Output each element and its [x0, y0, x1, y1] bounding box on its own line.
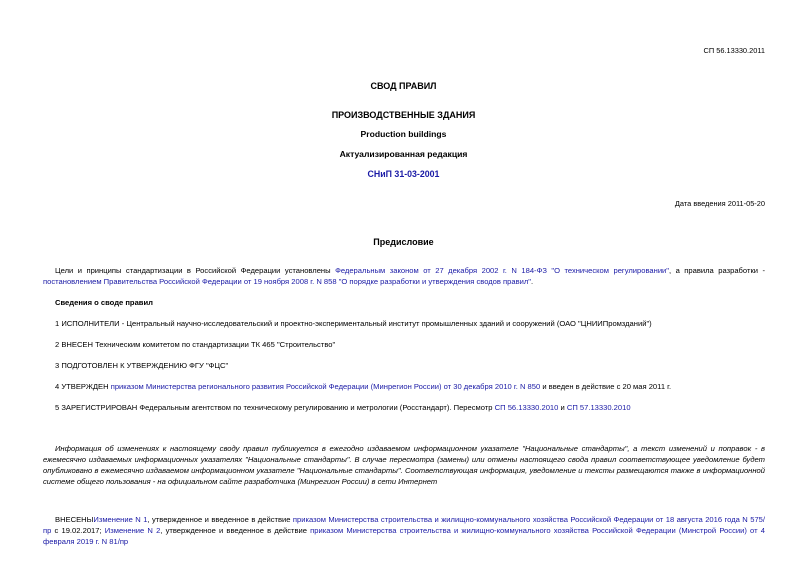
foreword-paragraph — [43, 265, 765, 287]
order-575-link[interactable]: приказом Министерства строительства и жилищно-коммунального хозяйства Российской Федерации от 18 августа 2016 года N 575/пр — [43, 515, 765, 535]
edition-label: Актуализированная редакция — [339, 149, 468, 159]
amendment-1-link[interactable]: Изменение N 1 — [93, 515, 148, 524]
item-text: и — [558, 403, 567, 412]
amendments-paragraph — [43, 514, 765, 547]
amend-text: , утвержденное и введенное в действие — [147, 515, 293, 524]
amend-text: с 19.02.2017; — [51, 526, 105, 535]
document-number: СП 56.13330.2011 — [703, 46, 765, 55]
list-item-submitted: 2 ВНЕСЕН Техническим комитетом по стандартизации ТК 465 "Строительство" — [55, 340, 336, 349]
sp-2010-link[interactable]: СП 56.13330.2010 — [494, 403, 559, 412]
list-item-registered — [55, 402, 765, 413]
order-81-link[interactable]: приказом Министерства строительства и жилищно-коммунального хозяйства Российской Федерации (Минстрой России) от 4 февраля 2019 г. N 81/пр — [43, 526, 765, 546]
government-decree-link[interactable]: постановлением Правительства Российской Федерации от 19 ноября 2008 г. N 858 "О порядке разработки и утверждения сводов правил" — [43, 277, 532, 286]
amend-text: , утвержденное и введенное в действие — [160, 526, 311, 535]
introduction-date: Дата введения 2011-05-20 — [674, 199, 765, 208]
list-item-approved — [55, 381, 765, 392]
amendment-2-link[interactable]: Изменение N 2 — [104, 526, 161, 535]
paragraph-text: Цели и принципы стандартизации в Российской Федерации установлены — [55, 266, 336, 275]
section-heading: Сведения о своде правил — [55, 298, 153, 307]
federal-law-link[interactable]: Федеральным законом от 27 декабря 2002 г. N 184-ФЗ "О техническом регулировании" — [335, 266, 669, 275]
item-text: 4 УТВЕРЖДЕН — [55, 382, 111, 391]
list-item-prepared: 3 ПОДГОТОВЛЕН К УТВЕРЖДЕНИЮ ФГУ "ФЦС" — [55, 361, 229, 370]
list-item-executors: 1 ИСПОЛНИТЕЛИ - Центральный научно-исследовательский и проектно-экспериментальный институт промышленных зданий и сооружений (ОАО "ЦНИИПромзданий") — [55, 319, 652, 328]
snip-link[interactable]: СНиП 31-03-2001 — [367, 169, 440, 179]
changes-info-paragraph: Информация об изменениях к настоящему своду правил публикуется в ежегодно издаваемом информационном указателе "Национальные стандарты", а текст изменений и поправок - в ежемесячно издаваемых информационных указателях "Национальные стандарты". В случае пересмотра (замены) или отмены настоящего свода правил соответствующее уведомление будет опубликовано в ежемесячно издаваемом информационном указателе "Национальные стандарты". Соответствующая информация, уведомление и тексты размещаются также в информационной системе общего пользования - на официальном сайте разработчика (Минрегион России) в сети Интернет — [43, 444, 765, 486]
paragraph-text: , а правила разработки - — [669, 266, 766, 275]
item-text: 5 ЗАРЕГИСТРИРОВАН Федеральным агентством по техническому регулированию и метрологии (Росстандарт). Пересмотр — [55, 403, 495, 412]
paragraph-text: . — [531, 277, 534, 286]
sp-57-link[interactable]: СП 57.13330.2010 — [566, 403, 631, 412]
title-english: Production buildings — [360, 129, 447, 139]
foreword-heading: Предисловие — [373, 237, 434, 247]
code-of-rules-heading: СВОД ПРАВИЛ — [370, 81, 437, 91]
approval-order-link[interactable]: приказом Министерства регионального развития Российской Федерации (Минрегион России) от 30 декабря 2010 г. N 850 — [110, 382, 541, 391]
item-text: и введен в действие с 20 мая 2011 г. — [540, 382, 672, 391]
amend-text: ВНЕСЕНЫ — [55, 515, 94, 524]
title-russian: ПРОИЗВОДСТВЕННЫЕ ЗДАНИЯ — [331, 110, 476, 120]
